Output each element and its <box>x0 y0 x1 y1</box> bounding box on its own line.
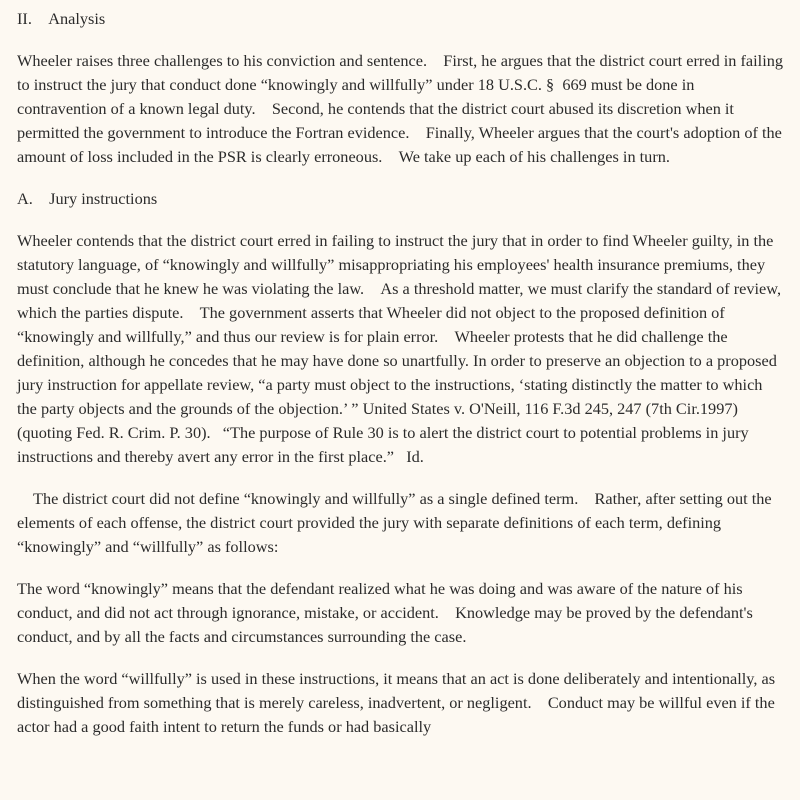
section-heading-analysis: II. Analysis <box>17 9 106 28</box>
paragraph-challenges: Wheeler raises three challenges to his conviction and sentence. First, he argues that the district court erred in failing to instruct the jury that conduct done “knowingly and willfully” under 18 U.S.C. § 669 must be done in contravention of a known legal duty. Second, he contends that the district court abused its discretion when it permitted the government to introduce the Fortran evidence. Finally, Wheeler argues that the court's adoption of the amount of loss included in the PSR is clearly erroneous. We take up each of his challenges in turn. <box>17 51 788 166</box>
paragraph-standard-of-review: Wheeler contends that the district court erred in failing to instruct the jury that in order to find Wheeler guilty, in the statutory language, of “knowingly and willfully” misappropriating his employees' health insurance premiums, they must conclude that he knew he was violating the law. As a threshold matter, we must clarify the standard of review, which the parties dispute. The government asserts that Wheeler did not object to the proposed definition of “knowingly and willfully,” and thus our review is for plain error. Wheeler protests that he did challenge the definition, although he concedes that he may have done so unartfully. In order to preserve an objection to a proposed jury instruction for appellate review, “a party must object to the instructions, ‘stating distinctly the matter to which the party objects and the grounds of the objection.’ ” United States v. O'Neill, 116 F.3d 245, 247 (7th Cir.1997) (quoting Fed. R. Crim. P. 30). “The purpose of Rule 30 is to alert the district court to potential problems in jury instructions and thereby avert any error in the first place.” Id. <box>17 231 786 466</box>
paragraph-knowingly-definition: The word “knowingly” means that the defendant realized what he was doing and was aware of the nature of his conduct, and did not act through ignorance, mistake, or accident. Knowledge may be proved by the defendant's conduct, and by all the facts and circumstances surrounding the case. <box>17 579 757 646</box>
subsection-heading-jury-instructions: A. Jury instructions <box>17 189 158 208</box>
paragraph-definitions-intro: The district court did not define “knowingly and willfully” as a single defined term. Rather, after setting out the elements of each offense, the district court provided the jury with separate definitions of each term, defining “knowingly” and “willfully” as follows: <box>17 489 776 556</box>
paragraph-willfully-definition: When the word “willfully” is used in these instructions, it means that an act is done deliberately and intentionally, as distinguished from something that is merely careless, inadvertent, or negligent. Conduct may be willful even if the actor had a good faith intent to return the funds or had basically <box>17 669 780 736</box>
document-page <box>17 7 788 757</box>
